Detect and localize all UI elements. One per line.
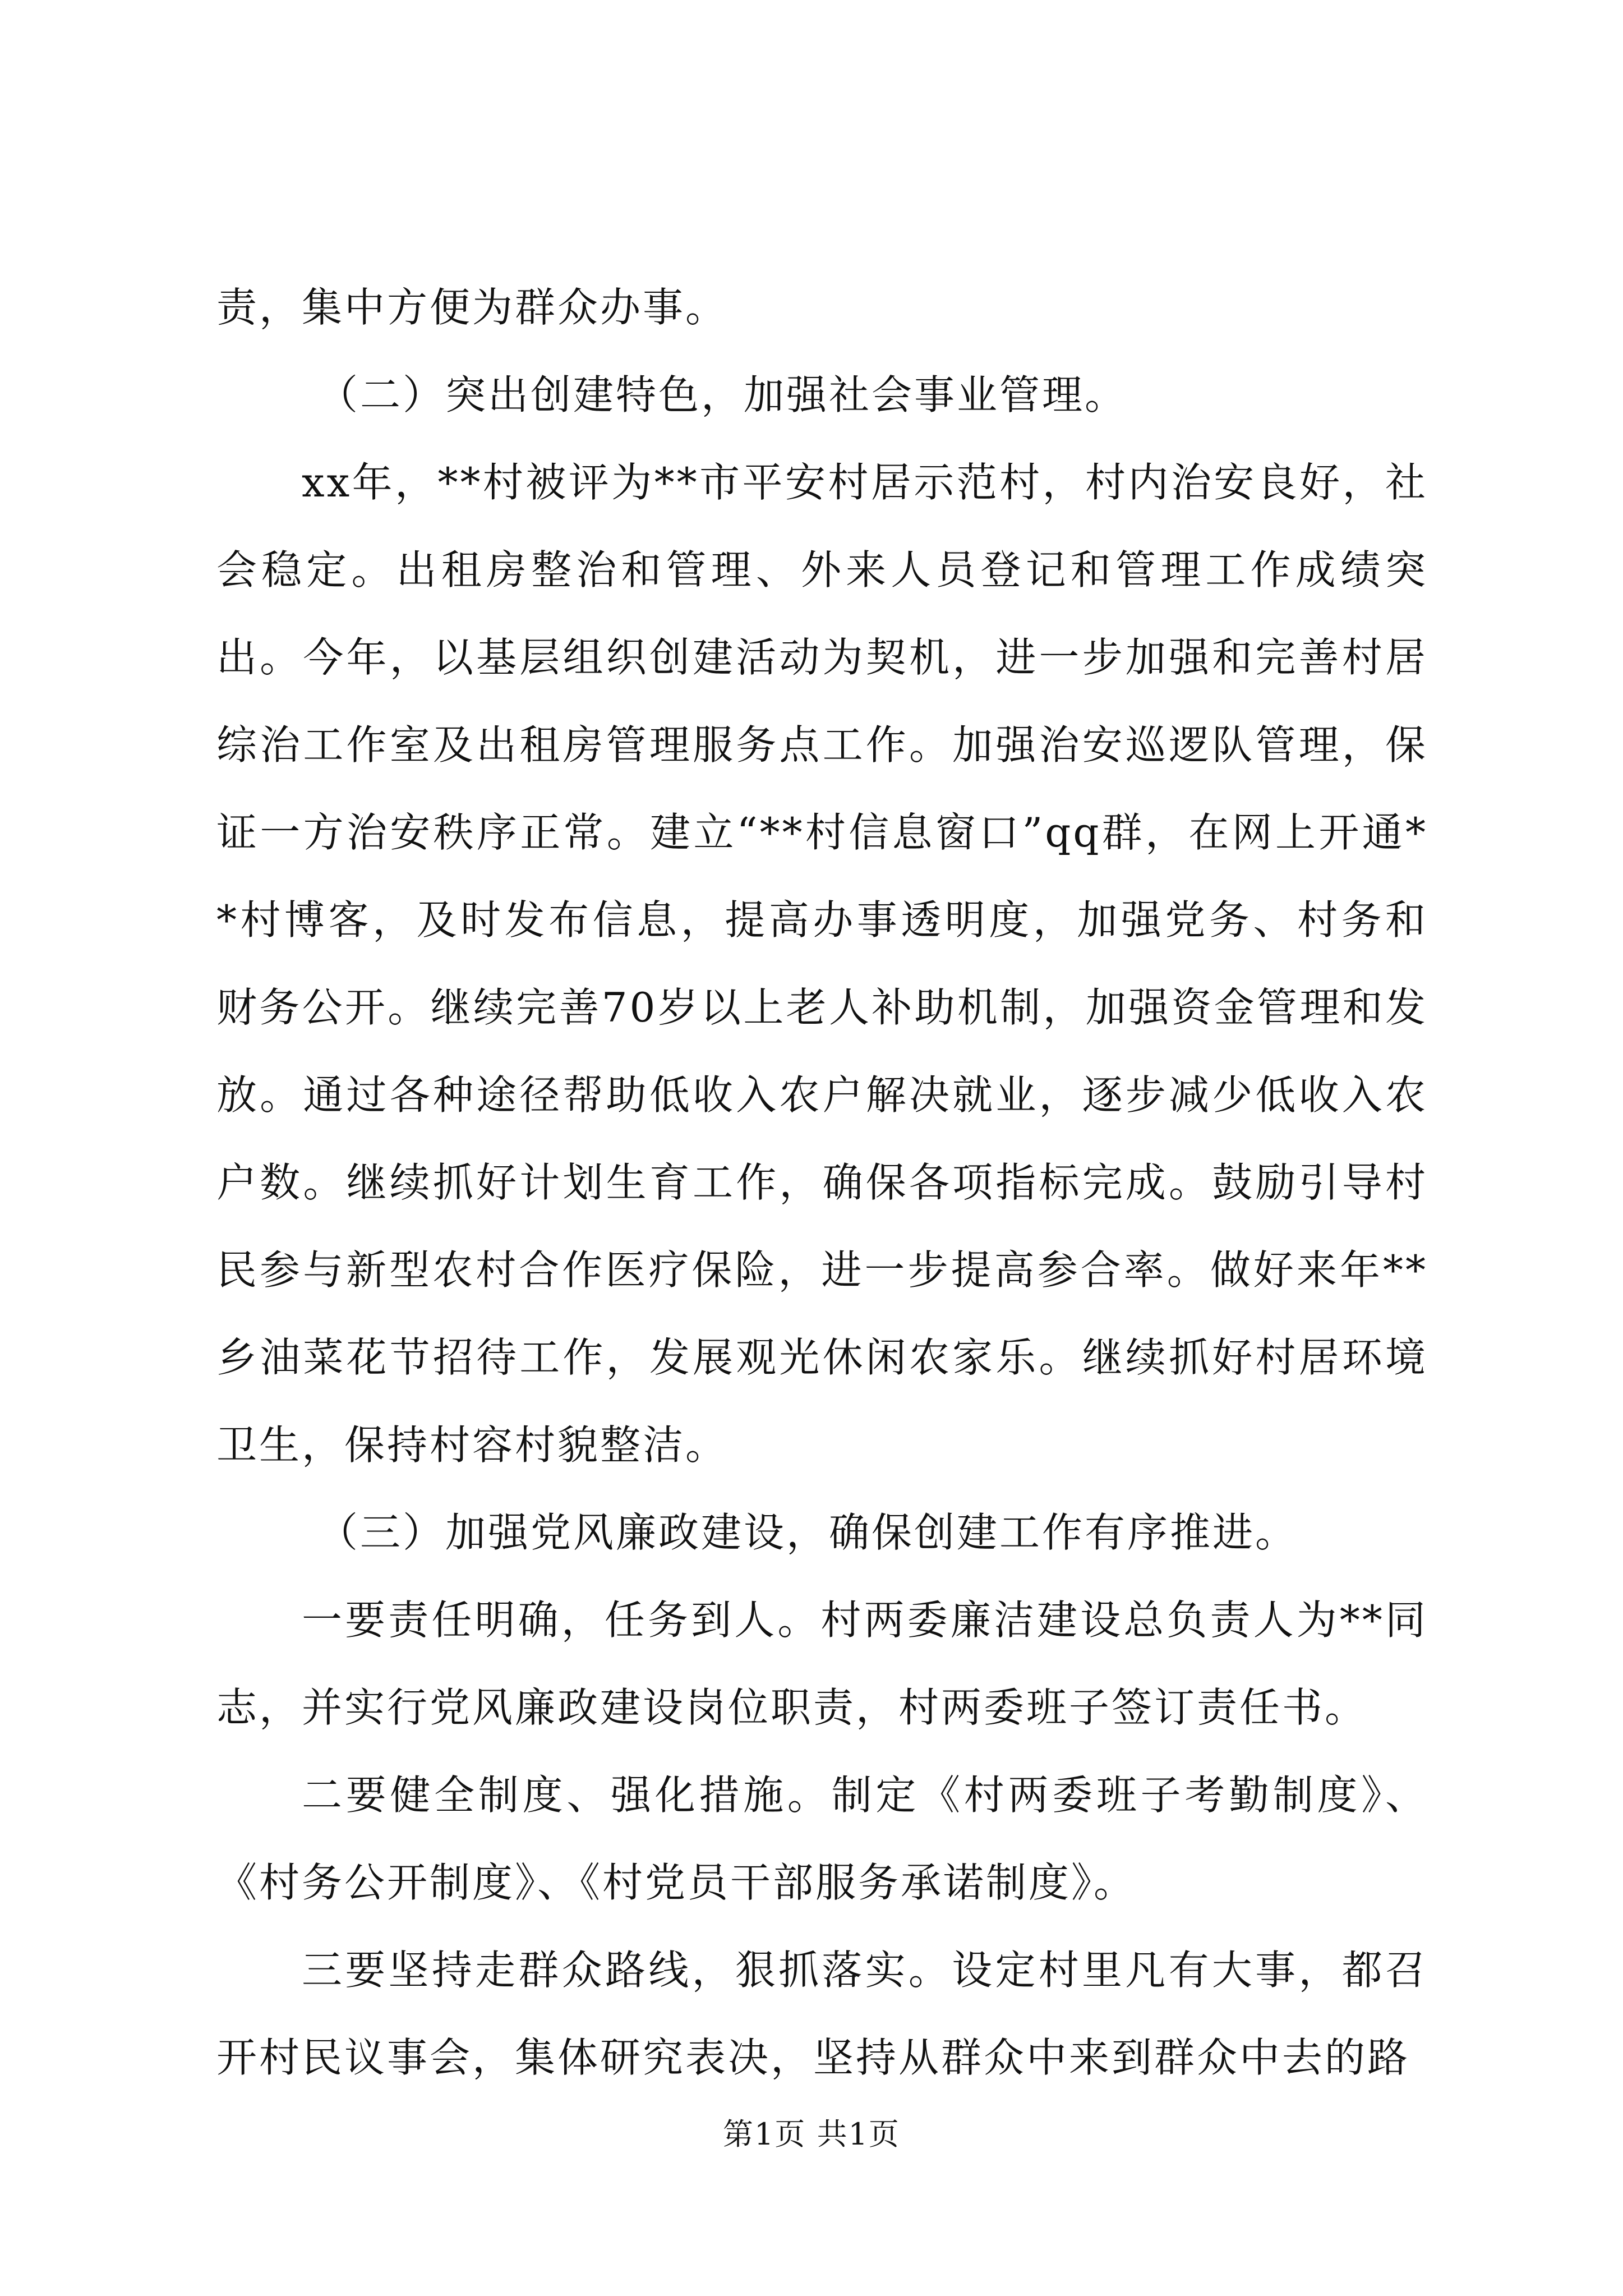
paragraph-responsibility: 一要责任明确，任务到人。村两委廉洁建设总负责人为**同志，并实行党风廉政建设岗位职责，村两委班子签订责任书。 <box>216 1596 1428 1731</box>
paragraph-mass-line: 三要坚持走群众路线，狠抓落实。设定村里凡有大事，都召开村民议事会，集体研究表决，坚持从群众中来到群众中去的路 <box>216 1947 1428 2081</box>
paragraph-systems: 二要健全制度、强化措施。制定《村两委班子考勤制度》、《村务公开制度》、《村党员干部服务承诺制度》。 <box>216 1772 1428 1906</box>
page-footer: 第1页 共1页 <box>723 2116 900 2152</box>
paragraph-social-affairs: xx年，**村被评为**市平安村居示范村，村内治安良好，社会稳定。出租房整治和管理、外来人员登记和管理工作成绩突出。今年，以基层组织创建活动为契机，进一步加强和完善村居综治工作室及出租房管理服务点工作。加强治安巡逻队管理，保证一方治安秩序正常。建立“**村信息窗口”qq群，在网上开通**村博客，及时发布信息，提高办事透明度，加强党务、村务和财务公开。继续完善70岁以上老人补助机制，加强资金管理和发放。通过各种途径帮助低收入农户解决就业，逐步减少低收入农户数。继续抓好计划生育工作，确保各项指标完成。鼓励引导村民参与新型农村合作医疗保险，进一步提高参合率。做好来年**乡油菜花节招待工作，发展观光休闲农家乐。继续抓好村居环境卫生，保持村容村貌整洁。 <box>216 459 1428 1469</box>
document-body <box>216 264 1428 2101</box>
paragraph-continuation: 责，集中方便为群众办事。 <box>216 284 728 331</box>
section-heading-3: （三）加强党风廉政建设，确保创建工作有序推进。 <box>317 1509 1298 1556</box>
section-heading-2: （二）突出创建特色，加强社会事业管理。 <box>317 371 1128 418</box>
